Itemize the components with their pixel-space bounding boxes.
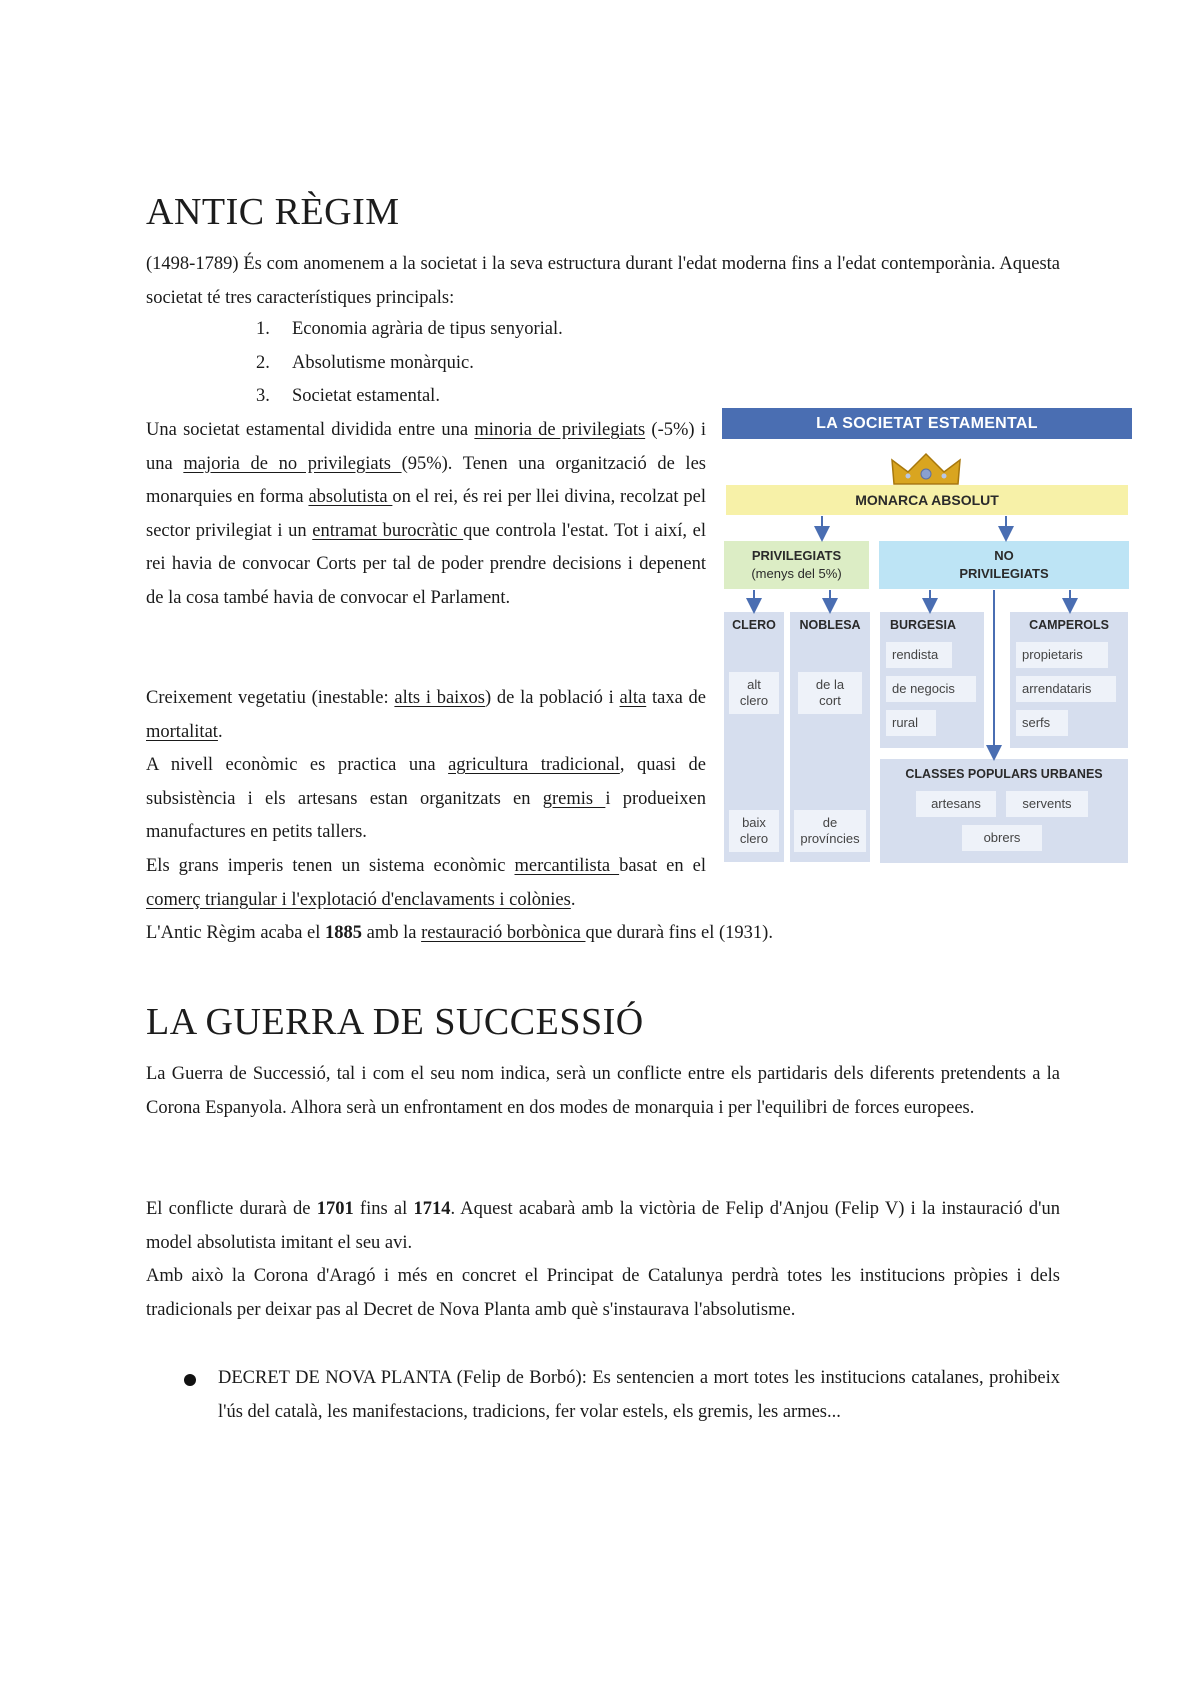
clero-header: CLERO <box>732 618 776 632</box>
underlined-term: absolutista <box>308 487 393 507</box>
list-number: 2. <box>256 352 270 373</box>
list-item <box>250 380 563 414</box>
cell-text: baix <box>742 815 766 830</box>
section-title-antic-regim: ANTIC RÈGIM <box>146 191 400 233</box>
economy-paragraph: A nivell econòmic es practica una agricultura tradicional, quasi de subsistència i els artesans estan organitzats en gremis i produeixen manufactures en petits tallers. <box>146 755 706 842</box>
cell-text: clero <box>739 831 769 846</box>
camperols-header: CAMPEROLS <box>1029 618 1109 632</box>
camperols-item: serfs <box>1016 710 1068 736</box>
list-item <box>250 313 563 347</box>
underlined-term: majoria de no privilegiats <box>183 453 402 474</box>
noblesa-header: NOBLESA <box>799 618 861 632</box>
privilegiats-label: PRIVILEGIATS <box>751 548 842 563</box>
underlined-term: entramat burocràtic <box>312 520 464 541</box>
no-label: NO <box>994 548 1014 563</box>
list-item-text: Societat estamental. <box>292 386 440 406</box>
end-paragraph: L'Antic Règim acaba el 1885 amb la restauració borbònica que durarà fins el (1931). <box>146 923 773 943</box>
cell-text: clero <box>739 693 769 708</box>
no-privilegiats-label: PRIVILEGIATS <box>959 566 1049 581</box>
bullet-text: DECRET DE NOVA PLANTA (Felip de Borbó): Es sentencien a mort totes les institucions catalanes, prohibeix l'ús del català, les manifestacions, tradicions, fer volar estels, els gremis, les armes... <box>218 1368 1060 1422</box>
burgesia-item: de negocis <box>886 676 976 702</box>
list-item-text: Economia agrària de tipus senyorial. <box>292 319 563 339</box>
camperols-item: propietaris <box>1016 642 1108 668</box>
diagram-title: LA SOCIETAT ESTAMENTAL <box>722 408 1132 439</box>
underlined-term: alta <box>619 688 647 708</box>
empires-paragraph: Els grans imperis tenen un sistema econòmic mercantilista basat en el comerç triangular i l'explotació d'enclavaments i colònies. <box>146 856 707 910</box>
cell-text: de la <box>815 677 845 692</box>
privilegiats-sublabel: (menys del 5%) <box>751 566 842 581</box>
cell-text: cort <box>819 693 841 708</box>
underlined-term: agricultura tradicional <box>448 755 620 775</box>
diagram-arrows <box>722 408 1132 868</box>
urbanes-item: artesans <box>916 791 996 817</box>
societat-estamental-diagram <box>722 408 1132 868</box>
intro-paragraph: (1498-1789) És com anomenem a la societat i la seva estructura durant l'edat moderna fins a l'edat contemporània. Aquesta societat té tres característiques principals: <box>146 254 1060 308</box>
guerra-paragraph-3: Amb això la Corona d'Aragó i més en concret el Principat de Catalunya perdrà totes les institucions pròpies i dels tradicionals per deixar pas al Decret de Nova Planta amb què s'instaurava l'absolutisme. <box>146 1266 1060 1320</box>
underlined-term: minoria de privilegiats <box>474 420 646 440</box>
camperols-item: arrendataris <box>1016 676 1116 702</box>
bold-year: 1714 <box>413 1199 451 1219</box>
cell-text: de <box>822 815 838 830</box>
society-paragraph: Una societat estamental dividida entre una minoria de privilegiats (-5%) i una majoria de no privilegiats (95%). Tenen una organització de les monarquies en forma absolutista on el rei, és rei per llei divina, recolzat pel sector privilegiat i un entramat burocràtic que controla l'estat. Tot i així, el rei havia de convocar Corts per tal de poder prendre decisions i depenent de la cosa també havia de convocar el Parlament. <box>146 420 707 608</box>
burgesia-header: BURGESIA <box>890 618 956 632</box>
underlined-term: restauració borbònica <box>421 923 586 943</box>
list-item-text: Absolutisme monàrquic. <box>292 352 474 373</box>
burgesia-item: rendista <box>886 642 952 668</box>
urbanes-item: obrers <box>962 825 1042 851</box>
monarca-box: MONARCA ABSOLUT <box>726 485 1128 515</box>
bold-year: 1701 <box>316 1199 354 1219</box>
population-paragraph: Creixement vegetatiu (inestable: alts i baixos) de la població i alta taxa de mortalitat. <box>146 688 706 742</box>
urbanes-item: servents <box>1006 791 1088 817</box>
characteristics-list <box>250 313 563 414</box>
cell-text: províncies <box>800 831 860 846</box>
guerra-paragraph-1: La Guerra de Successió, tal i com el seu nom indica, serà un conflicte entre els partidaris dels diferents pretendents a la Corona Espanyola. Alhora serà un enfrontament en dos modes de monarquia i per l'equilibri de forces europees. <box>146 1064 1060 1118</box>
underlined-term: mercantilista <box>514 856 620 876</box>
underlined-term: gremis <box>542 788 606 809</box>
cell-text: alt <box>747 677 761 692</box>
list-item <box>250 347 563 381</box>
underlined-term: comerç triangular i l'explotació d'enclavaments i colònies <box>146 889 571 910</box>
underlined-term: alts i baixos <box>394 688 486 708</box>
bold-year: 1885 <box>325 923 363 943</box>
bullet-icon <box>184 1374 196 1386</box>
urbanes-header: CLASSES POPULARS URBANES <box>905 767 1103 781</box>
section-title-guerra-successio: LA GUERRA DE SUCCESSIÓ <box>146 1001 644 1043</box>
underlined-term: mortalitat <box>146 721 218 742</box>
list-number: 1. <box>256 319 270 339</box>
bullet-item-decret <box>186 1362 1060 1429</box>
burgesia-item: rural <box>886 710 936 736</box>
list-number: 3. <box>256 386 270 406</box>
guerra-paragraph-2: El conflicte durarà de 1701 fins al 1714. Aquest acabarà amb la victòria de Felip d'Anjou (Felip V) i la instauració d'un model absolutista imitant el seu avi. <box>146 1199 1061 1253</box>
